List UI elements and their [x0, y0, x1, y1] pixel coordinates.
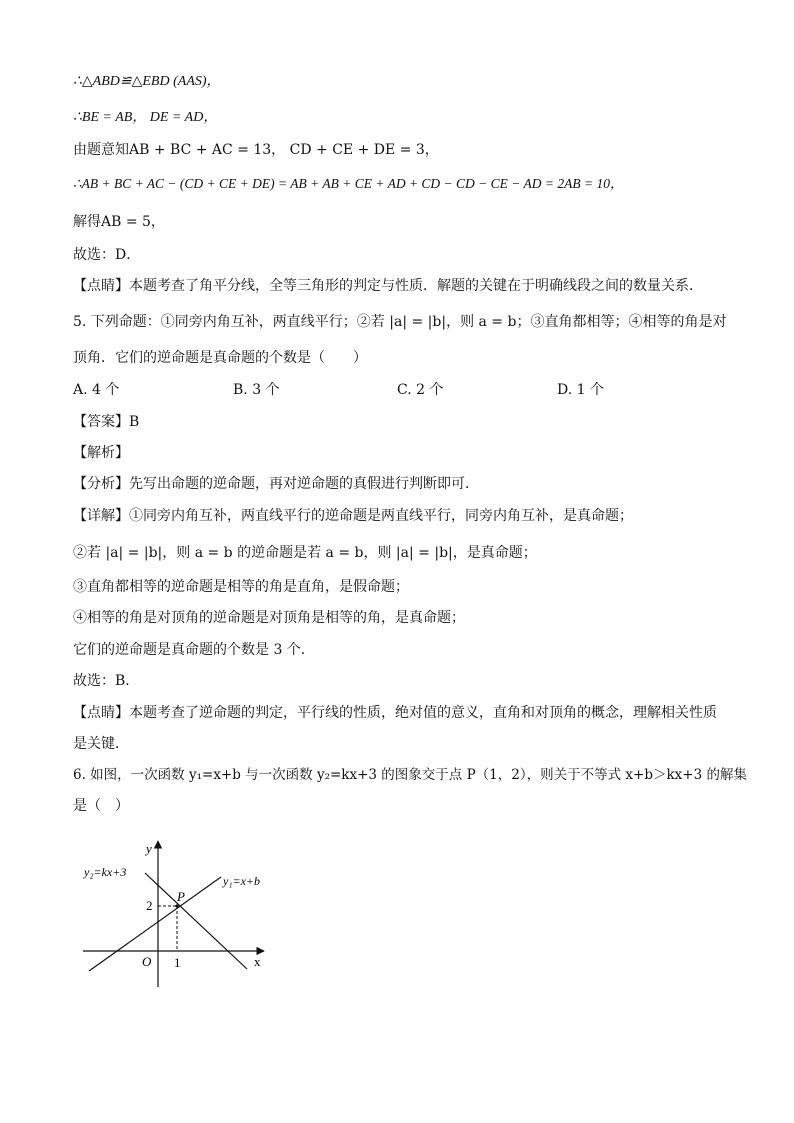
analysis-label: 【解析】: [73, 445, 129, 461]
question-6-text-cont: 是（ ）: [73, 798, 129, 814]
detail-line-1: 【详解】①同旁内角互补，两直线平行的逆命题是两直线平行，同旁内角互补，是真命题；: [73, 508, 633, 524]
line-7: 【点睛】本题考查了角平分线，全等三角形的判定与性质．解题的关键在于明确线段之间的数量关系．: [73, 278, 703, 294]
x-axis-label: x: [254, 954, 261, 969]
line-4: ∴AB + BC + AC − (CD + CE + DE) = AB + AB + CE + AD + CD − CD − CE − AD = 2AB = 10，: [73, 176, 624, 191]
detail-line-5: 它们的逆命题是真命题的个数是 3 个．: [73, 642, 315, 658]
line-1: ∴△ABD≌△EBD (AAS)，: [73, 74, 221, 89]
option-c: C. 2 个: [397, 382, 444, 398]
line2-label: y₂=kx+3: [84, 865, 127, 879]
x-tick-label: 1: [174, 955, 181, 970]
line-2: ∴BE = AB， DE = AD，: [73, 110, 218, 125]
origin-label: O: [142, 954, 152, 969]
analysis-text: 【分析】先写出命题的逆命题，再对逆命题的真假进行判断即可．: [73, 476, 479, 492]
option-b: B. 3 个: [233, 382, 280, 398]
line-6: 故选：D．: [73, 247, 141, 263]
option-d: D. 1 个: [557, 382, 604, 398]
y-tick-label: 2: [146, 898, 153, 913]
line-y1: [89, 877, 221, 971]
line1-label: y₁=x+b: [223, 874, 261, 888]
question-5-text-cont: 顶角．它们的逆命题是真命题的个数是（ ）: [73, 350, 367, 366]
detail-line-2: ②若 |a| = |b|，则 a = b 的逆命题是若 a = b，则 |a| = |b|，是真命题；: [73, 545, 537, 561]
detail-line-6: 故选：B．: [73, 673, 140, 689]
function-graph: [80, 835, 280, 995]
point-p-dot: [175, 904, 178, 907]
answer-label: 【答案】B: [73, 414, 140, 430]
question-5-text: 5. 下列命题：①同旁内角互补，两直线平行；②若 |a| = |b|，则 a = b；③直角都相等；④相等的角是对: [73, 314, 727, 330]
detail-line-3: ③直角都相等的逆命题是相等的角是直角，是假命题；: [73, 579, 409, 595]
question-6-text: 6. 如图，一次函数 y₁=x+b 与一次函数 y₂=kx+3 的图象交于点 P（1，2），则关于不等式 x+b＞kx+3 的解集: [73, 767, 747, 783]
comment-line-1: 【点睛】本题考查了逆命题的判定，平行线的性质，绝对值的意义，直角和对顶角的概念，理解相关性质: [73, 705, 717, 721]
option-a: A. 4 个: [73, 382, 120, 398]
comment-line-2: 是关键．: [73, 736, 129, 752]
point-p-label: P: [177, 889, 185, 904]
detail-line-4: ④相等的角是对顶角的逆命题是对顶角是相等的角，是真命题；: [73, 610, 465, 626]
y-axis-label: y: [146, 841, 152, 856]
line-3: 由题意知AB + BC + AC = 13， CD + CE + DE = 3，: [73, 142, 439, 158]
line-5: 解得AB = 5，: [73, 214, 165, 230]
